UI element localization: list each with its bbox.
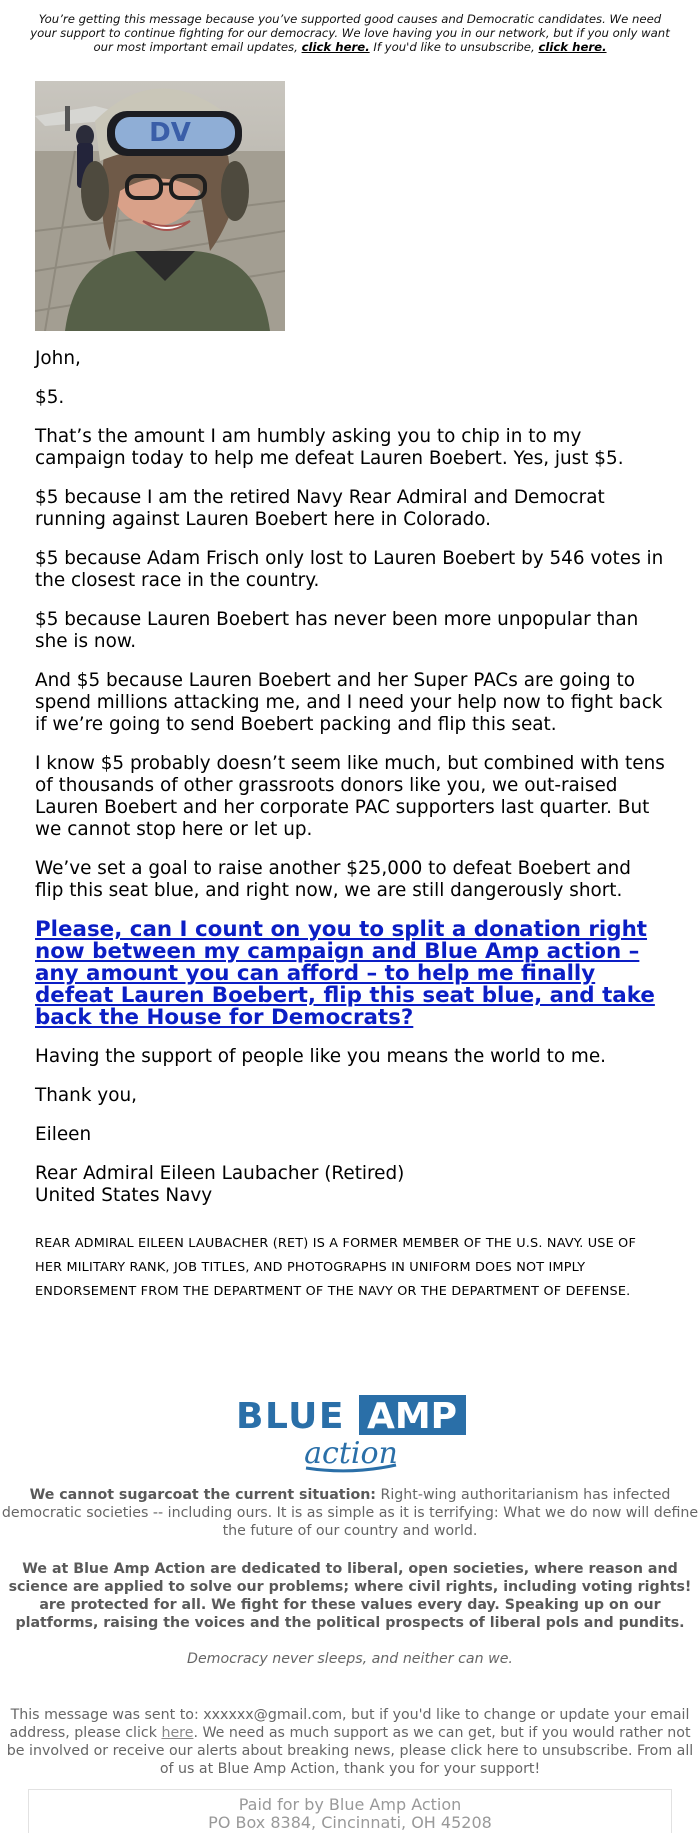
signature-title-line-1: Rear Admiral Eileen Laubacher (Retired) <box>35 1163 405 1184</box>
footer-situation-bold: We cannot sugarcoat the current situation: <box>29 1487 376 1503</box>
closing: Thank you, <box>35 1085 137 1106</box>
paragraph: $5 because Adam Frisch only lost to Lauren Boebert by 546 votes in the closest race in the country. <box>35 548 664 591</box>
donate-link[interactable]: Please, can I count on you to split a donation right now between my campaign and Blue Amp action – any amount you can afford – to help me finally defeat Lauren Boebert, flip this seat blue, and take back the House for Democrats? <box>35 917 655 1030</box>
paragraph: We’ve set a goal to raise another $25,000 to defeat Boebert and flip this seat blue, and right now, we are still dangerously short. <box>35 858 631 901</box>
preheader-text-middle: If you'd like to unsubscribe, <box>369 40 539 54</box>
signature: Eileen <box>35 1124 92 1145</box>
preheader <box>30 12 670 54</box>
logo-word-blue: BLUE <box>236 1396 345 1437</box>
logo-word-action: action <box>304 1436 398 1471</box>
paragraph: $5 because Lauren Boebert has never been more unpopular than she is now. <box>35 609 639 652</box>
amount-line: $5. <box>35 387 65 408</box>
helmet-text: DV <box>149 118 191 148</box>
paid-for-address: PO Box 8384, Cincinnati, OH 45208 <box>208 1813 492 1832</box>
preheader-text: You’re getting this message because you’ve supported good causes and Democratic candidates. We need your support to continue fighting for our democracy. We love having you in our network, but if you only want our most important email updates, <box>30 12 670 54</box>
footer-note <box>0 1706 700 1778</box>
greeting: John, <box>35 348 81 369</box>
important-updates-link[interactable]: click here. <box>301 40 370 54</box>
signature-title-line-2: United States Navy <box>35 1185 213 1206</box>
candidate-photo <box>35 81 285 331</box>
letter-body <box>35 348 665 1304</box>
logo-word-amp: AMP <box>366 1396 458 1437</box>
footer-mission <box>0 1560 700 1632</box>
paid-for-line: Paid for by Blue Amp Action <box>238 1795 462 1814</box>
paragraph: Having the support of people like you means the world to me. <box>35 1046 606 1067</box>
paid-for-box <box>28 1789 672 1833</box>
blue-amp-action-logo <box>236 1395 466 1475</box>
paragraph: That’s the amount I am humbly asking you to chip in to my campaign today to help me defeat Lauren Boebert. Yes, just $5. <box>35 426 624 469</box>
footer-note-text-after: . We need as much support as we can get, but if you would rather not be involved or receive our alerts about breaking news, please click here to unsubscribe. From all of us at Blue Amp Action, thank you for your support! <box>6 1725 694 1777</box>
footer-situation-text: Right-wing authoritarianism has infected democratic societies -- including ours. It is as simple as it is terrifying: What we do now will define the future of our country and world. <box>1 1487 699 1539</box>
unsubscribe-link[interactable]: click here. <box>538 40 607 54</box>
paragraph: I know $5 probably doesn’t seem like much, but combined with tens of thousands of other grassroots donors like you, we out-raised Lauren Boebert and her corporate PAC supporters last quarter. But we cannot stop here or let up. <box>35 753 665 840</box>
footer-note-text: This message was sent to: xxxxxx@gmail.com, but if you'd like to change or update your email address, please click <box>9 1707 690 1741</box>
footer-mission-text: We at Blue Amp Action are dedicated to liberal, open societies, where reason and science are applied to solve our problems; where civil rights, including voting rights! are protected for all. We fight for these values every day. Speaking up on our platforms, raising the voices and the political prospects of liberal pols and pundits. <box>8 1561 692 1631</box>
update-email-link[interactable]: here <box>161 1725 194 1741</box>
military-disclaimer: REAR ADMIRAL EILEEN LAUBACHER (RET) IS A FORMER MEMBER OF THE U.S. NAVY. USE OF HER MILITARY RANK, JOB TITLES, AND PHOTOGRAPHS IN UNIFORM DOES NOT IMPLY ENDORSEMENT FROM THE DEPARTMENT OF THE NAVY OR THE DEPARTMENT OF DEFENSE. <box>35 1236 637 1299</box>
footer-tagline: Democracy never sleeps, and neither can we. <box>187 1651 513 1667</box>
footer-situation <box>0 1486 700 1540</box>
candidate-photo-icon <box>35 81 285 331</box>
paragraph: And $5 because Lauren Boebert and her Super PACs are going to spend millions attacking me, and I need your help now to fight back if we’re going to send Boebert packing and flip this seat. <box>35 670 663 735</box>
paragraph: $5 because I am the retired Navy Rear Admiral and Democrat running against Lauren Boebert here in Colorado. <box>35 487 605 530</box>
